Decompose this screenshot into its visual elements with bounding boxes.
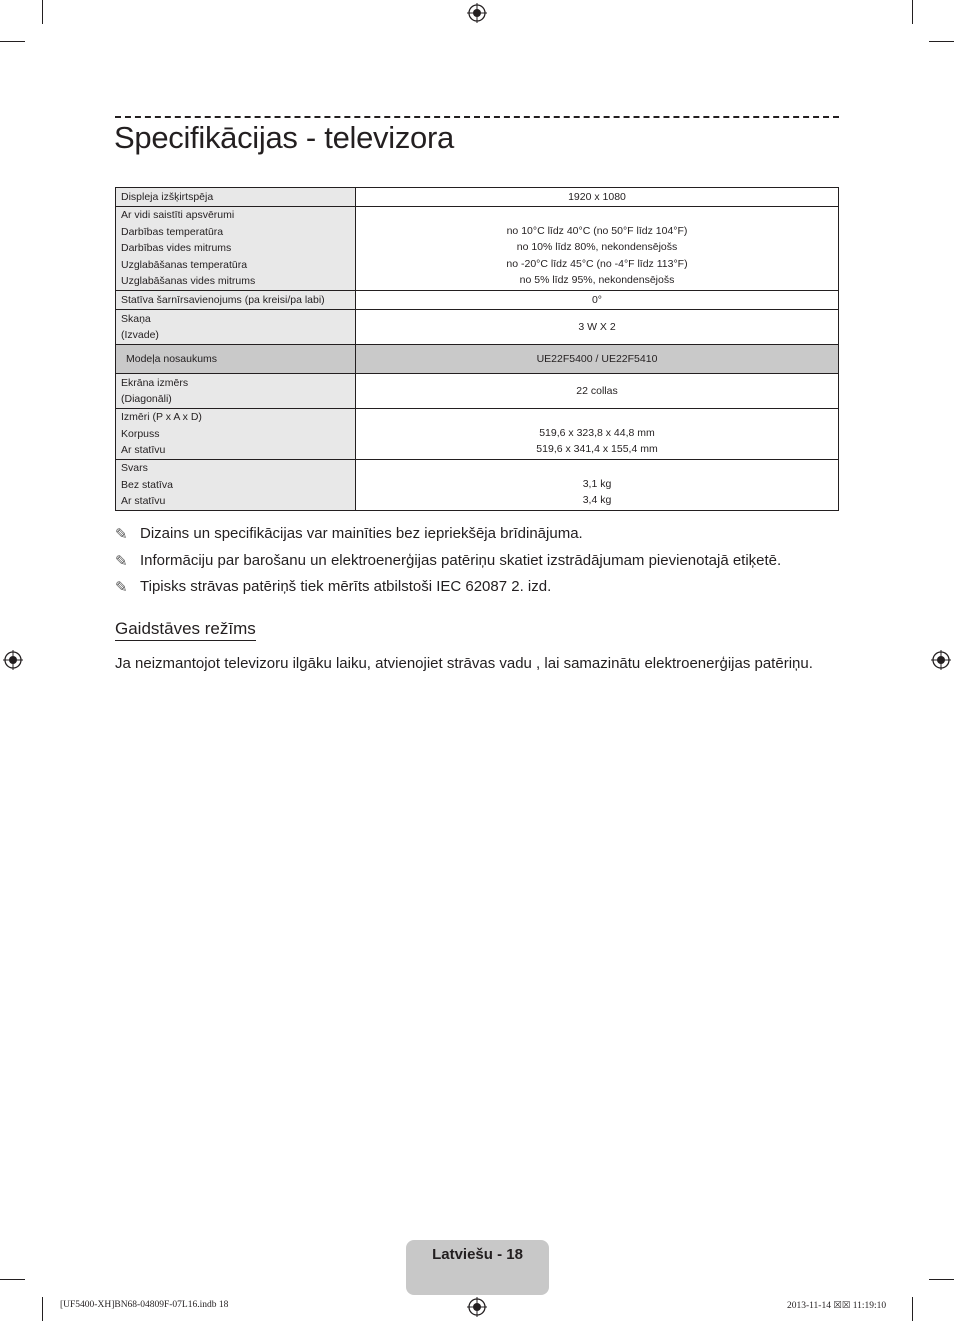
spec-label-line: (Izvade) bbox=[121, 329, 159, 341]
spec-value: 1920 x 1080 bbox=[356, 188, 839, 207]
page-title: Specifikācijas - televizora bbox=[114, 120, 454, 155]
crop-mark bbox=[912, 0, 913, 24]
crop-mark bbox=[929, 1279, 954, 1280]
timestamp-imprint: 2013-11-14 ☒☒ 11:19:10 bbox=[787, 1301, 887, 1311]
spec-label-line: Ekrāna izmērs bbox=[121, 376, 189, 389]
table-row bbox=[116, 374, 839, 409]
registration-mark-icon bbox=[3, 650, 23, 670]
spec-value-line: 3,1 kg bbox=[582, 477, 612, 490]
spec-value: 22 collas bbox=[356, 374, 839, 409]
pencil-note-icon: ✎ bbox=[115, 526, 128, 543]
spec-label-line: Svars bbox=[121, 462, 148, 475]
spec-label: Modeļa nosaukums bbox=[116, 345, 356, 374]
spec-label-line: Ar vidi saistīti apsvērumi bbox=[121, 209, 235, 222]
note-text: Dizains un specifikācijas var mainīties bez iepriekšēja brīdinājuma. bbox=[140, 525, 583, 542]
table-row bbox=[116, 345, 839, 374]
spec-label-line: Uzglabāšanas temperatūra bbox=[121, 258, 248, 271]
spec-label: Displeja izšķirtspēja bbox=[116, 188, 356, 207]
standby-text: Ja neizmantojot televizoru ilgāku laiku, atvienojiet strāvas vadu , lai samazinātu elektroenerģijas patēriņu. bbox=[115, 655, 813, 672]
registration-mark-icon bbox=[931, 650, 951, 670]
spec-value: 0° bbox=[356, 291, 839, 310]
registration-mark-icon bbox=[467, 1297, 487, 1317]
crop-mark bbox=[912, 1297, 913, 1321]
standby-heading: Gaidstāves režīms bbox=[115, 619, 256, 641]
spec-value-line: 3,4 kg bbox=[582, 494, 612, 506]
pencil-note-icon: ✎ bbox=[115, 579, 128, 596]
spec-label: Statīva šarnīrsavienojums (pa kreisi/pa labi) bbox=[116, 291, 356, 310]
list-item bbox=[115, 525, 781, 552]
table-row bbox=[116, 310, 839, 345]
crop-mark bbox=[0, 41, 25, 42]
spec-value: UE22F5400 / UE22F5410 bbox=[356, 345, 839, 374]
spec-label-line: Uzglabāšanas vides mitrums bbox=[121, 275, 256, 288]
spec-label-line: (Diagonāli) bbox=[121, 393, 172, 405]
file-imprint: [UF5400-XH]BN68-04809F-07L16.indb 18 bbox=[60, 1300, 229, 1310]
table-row bbox=[116, 409, 839, 460]
spec-label bbox=[116, 207, 356, 291]
note-text: Tipisks strāvas patēriņš tiek mērīts atbilstoši IEC 62087 2. izd. bbox=[140, 578, 552, 595]
list-item bbox=[115, 578, 781, 605]
table-row bbox=[116, 207, 839, 291]
spec-label-line: Korpuss bbox=[121, 427, 160, 440]
crop-mark bbox=[929, 41, 954, 42]
spec-label bbox=[116, 460, 356, 511]
spec-value-line: 519,6 x 323,8 x 44,8 mm bbox=[539, 426, 655, 439]
pencil-note-icon: ✎ bbox=[115, 552, 128, 570]
spec-value bbox=[356, 207, 839, 291]
table-row bbox=[116, 291, 839, 310]
crop-mark bbox=[42, 1297, 43, 1321]
spec-label-line: Darbības vides mitrums bbox=[121, 242, 232, 255]
spec-label bbox=[116, 310, 356, 345]
spec-label-line: Ar statīvu bbox=[121, 444, 166, 457]
table-row bbox=[116, 188, 839, 207]
table-row bbox=[116, 460, 839, 511]
spec-label-line: Bez statīva bbox=[121, 478, 173, 491]
spec-value bbox=[356, 460, 839, 511]
spec-value-line: no 10°C līdz 40°C (no 50°F līdz 104°F) bbox=[506, 224, 688, 237]
spec-label-line: Izmēri (P x A x D) bbox=[121, 411, 202, 424]
page-number-label: Latviešu - 18 bbox=[432, 1246, 523, 1263]
spec-label bbox=[116, 374, 356, 409]
crop-mark bbox=[0, 1279, 25, 1280]
spec-value-line: no -20°C līdz 45°C (no -4°F līdz 113°F) bbox=[506, 257, 688, 270]
spec-value: 3 W X 2 bbox=[356, 310, 839, 345]
spec-value-line: 519,6 x 341,4 x 155,4 mm bbox=[536, 443, 658, 455]
list-item bbox=[115, 552, 781, 579]
spec-label-line: Skaņa bbox=[121, 312, 151, 325]
spec-table bbox=[115, 187, 839, 511]
spec-value-line: no 10% līdz 80%, nekondensējošs bbox=[516, 241, 678, 253]
spec-label-line: Darbības temperatūra bbox=[121, 225, 224, 238]
notes-list bbox=[115, 525, 781, 605]
spec-value bbox=[356, 409, 839, 460]
spec-label bbox=[116, 409, 356, 460]
note-text: Informāciju par barošanu un elektroenerģijas patēriņu skatiet izstrādājumam pievienotajā etiķetē. bbox=[140, 551, 782, 569]
registration-mark-icon bbox=[467, 3, 487, 23]
spec-value-line: no 5% līdz 95%, nekondensējošs bbox=[519, 274, 675, 286]
crop-mark bbox=[42, 0, 43, 24]
title-dashed-rule bbox=[115, 116, 839, 118]
spec-label-line: Ar statīvu bbox=[121, 495, 166, 508]
